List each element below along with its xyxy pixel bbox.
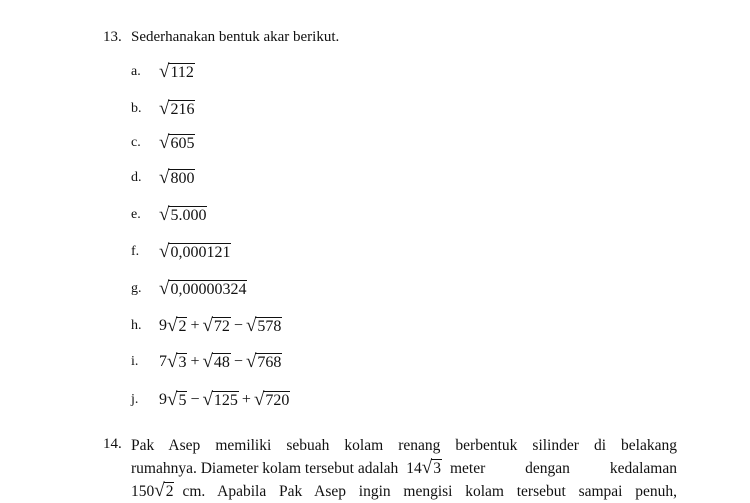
square-root: √ 48 xyxy=(202,350,230,372)
radicand: 5.000 xyxy=(170,206,207,224)
coefficient: 9 xyxy=(159,317,167,334)
operator: + xyxy=(190,353,200,370)
radicand: 2 xyxy=(165,483,174,500)
line-text: Pak Asep memiliki sebuah kolam renang berbentuk silinder di belakang xyxy=(131,437,677,454)
square-root: √ 5.000 xyxy=(159,203,207,225)
item-f xyxy=(131,240,231,264)
square-root: √ 0,000121 xyxy=(159,240,231,262)
math-expression xyxy=(159,240,231,262)
radicand: 48 xyxy=(213,353,230,371)
item-label: e. xyxy=(131,207,141,222)
paragraph-line-1 xyxy=(131,434,677,457)
radicand: 800 xyxy=(170,169,195,187)
item-label: a. xyxy=(131,64,141,79)
math-expression xyxy=(159,388,290,410)
square-root: √ 216 xyxy=(159,97,195,119)
question-14-number: 14. xyxy=(103,436,122,452)
square-root: √ 125 xyxy=(202,388,238,410)
item-label: b. xyxy=(131,101,142,116)
radicand: 112 xyxy=(170,63,194,81)
radicand: 0,000121 xyxy=(170,243,231,261)
item-label: c. xyxy=(131,135,141,150)
question-13-prompt: Sederhanakan bentuk akar berikut. xyxy=(131,29,340,45)
item-e xyxy=(131,203,207,227)
math-expression xyxy=(159,60,195,82)
square-root: √ 2 xyxy=(154,480,174,501)
radicand: 5 xyxy=(178,391,187,409)
operator: − xyxy=(233,317,243,334)
coefficient: 9 xyxy=(159,391,167,408)
square-root: √ 800 xyxy=(159,166,195,188)
radicand: 0,00000324 xyxy=(170,280,247,298)
item-label: d. xyxy=(131,170,142,185)
paragraph-line-2 xyxy=(131,457,677,480)
coefficient: 150 xyxy=(131,483,155,500)
square-root: √ 3 xyxy=(421,457,441,478)
item-a xyxy=(131,60,195,84)
radicand: 2 xyxy=(178,317,187,335)
math-expression xyxy=(159,314,282,336)
square-root: √ 3 xyxy=(167,350,187,372)
radicand: 720 xyxy=(265,391,290,409)
radicand: 3 xyxy=(433,460,441,477)
math-expression xyxy=(159,166,195,188)
item-label: i. xyxy=(131,354,139,369)
operator: − xyxy=(233,353,243,370)
square-root: √ 720 xyxy=(253,388,290,410)
item-label: f. xyxy=(131,244,140,259)
square-root: √ 605 xyxy=(159,131,195,153)
item-c xyxy=(131,131,195,155)
item-j xyxy=(131,388,290,412)
math-expression xyxy=(406,457,442,480)
math-expression xyxy=(159,277,247,299)
item-label: j. xyxy=(131,392,139,407)
radicand: 216 xyxy=(170,100,195,118)
item-g xyxy=(131,277,247,301)
math-expression xyxy=(159,131,195,153)
square-root: √ 5 xyxy=(167,388,187,410)
question-14-paragraph xyxy=(131,434,677,503)
math-expression xyxy=(159,97,195,119)
item-b xyxy=(131,97,195,121)
line-text: meter dengan kedalaman xyxy=(449,460,677,477)
square-root: √ 768 xyxy=(245,350,282,372)
math-expression xyxy=(159,350,282,372)
square-root: √ 0,00000324 xyxy=(159,277,247,299)
square-root: √ 578 xyxy=(245,314,282,336)
item-d xyxy=(131,166,195,190)
operator: − xyxy=(190,391,200,408)
operator: + xyxy=(241,391,251,408)
radicand: 578 xyxy=(257,317,282,335)
square-root: √ 72 xyxy=(202,314,230,336)
square-root: √ 2 xyxy=(167,314,187,336)
radicand: 605 xyxy=(170,134,195,152)
coefficient: 14 xyxy=(406,460,422,477)
radicand: 72 xyxy=(213,317,230,335)
question-13-number: 13. xyxy=(103,29,122,45)
radicand: 3 xyxy=(178,353,187,371)
square-root: √ 112 xyxy=(159,60,194,82)
math-expression xyxy=(159,203,207,225)
item-h xyxy=(131,314,282,338)
item-i xyxy=(131,350,282,374)
coefficient: 7 xyxy=(159,353,167,370)
item-label: g. xyxy=(131,281,142,296)
line-text: cm. Apabila Pak Asep ingin mengisi kolam tersebut sampai penuh, xyxy=(182,483,677,500)
radicand: 768 xyxy=(257,353,282,371)
operator: + xyxy=(190,317,200,334)
item-label: h. xyxy=(131,318,142,333)
radicand: 125 xyxy=(213,391,238,409)
line-text: rumahnya. Diameter kolam tersebut adalah xyxy=(131,460,399,477)
